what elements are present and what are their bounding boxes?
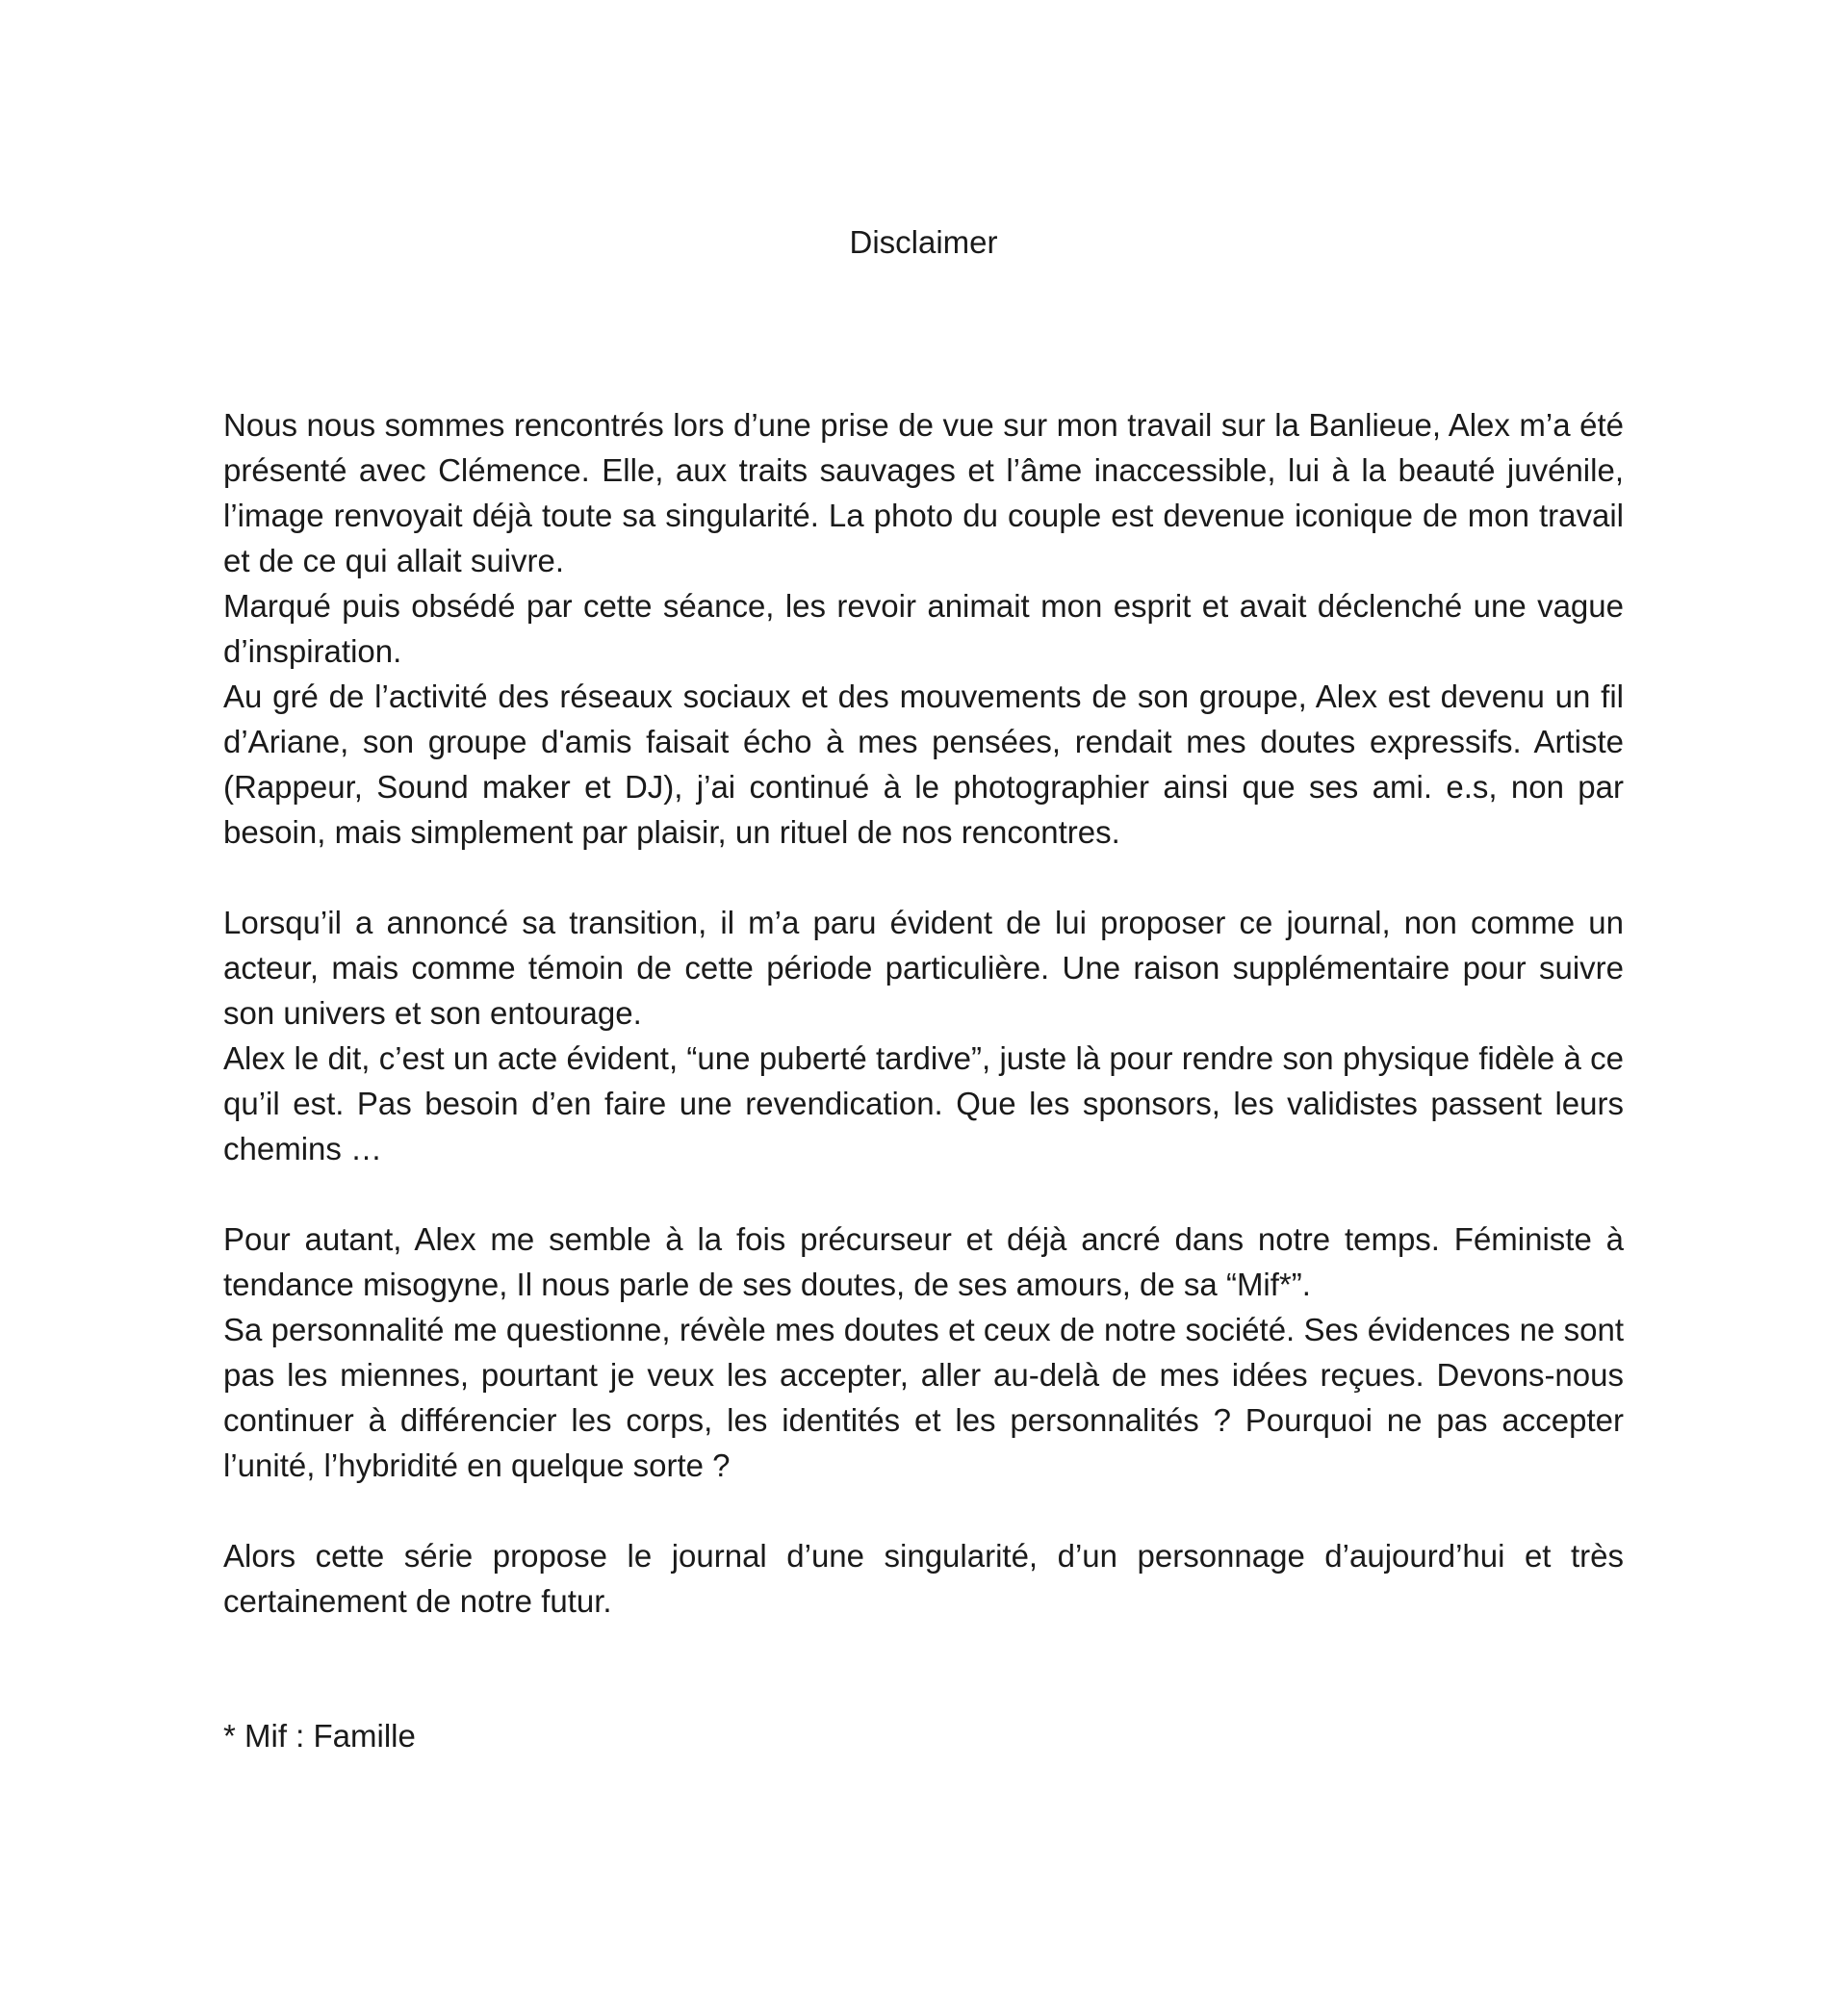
paragraph-spacer (223, 1488, 1624, 1533)
document-body (223, 402, 1624, 1624)
paragraph: Alors cette série propose le journal d’une singularité, d’un personnage d’aujourd’hui et très certainement de notre futur. (223, 1538, 1624, 1619)
paragraph-spacer (223, 855, 1624, 900)
paragraph: Nous nous sommes rencontrés lors d’une prise de vue sur mon travail sur la Banlieue, Alex m’a été présenté avec Clémence. Elle, aux traits sauvages et l’âme inaccessible, lui à la beauté juvénile, l’image renvoyait déjà toute sa singularité. La photo du couple est devenue iconique de mon travail et de ce qui allait suivre. (223, 407, 1624, 578)
paragraph: Sa personnalité me questionne, révèle mes doutes et ceux de notre société. Ses évidences ne sont pas les miennes, pourtant je veux les accepter, aller au-delà de mes idées reçues. Devons-nous continuer à différencier les corps, les identités et les personnalités ? Pourquoi ne pas accepter l’unité, l’hybridité en quelque sorte ? (223, 1312, 1624, 1483)
page-title: Disclaimer (849, 224, 998, 260)
paragraph: Pour autant, Alex me semble à la fois précurseur et déjà ancré dans notre temps. Féministe à tendance misogyne, Il nous parle de ses doutes, de ses amours, de sa “Mif*”. (223, 1221, 1624, 1302)
paragraph: Au gré de l’activité des réseaux sociaux et des mouvements de son groupe, Alex est devenu un fil d’Ariane, son groupe d'amis faisait écho à mes pensées, rendait mes doutes expressifs. Artiste (Rappeur, Sound maker et DJ), j’ai continué à le photographier ainsi que ses ami. e.s, non par besoin, mais simplement par plaisir, un rituel de nos rencontres. (223, 679, 1624, 850)
paragraph: Marqué puis obsédé par cette séance, les revoir animait mon esprit et avait déclenché une vague d’inspiration. (223, 588, 1624, 669)
footnote: * Mif : Famille (223, 1718, 416, 1754)
paragraph-spacer (223, 1171, 1624, 1217)
paragraph: Alex le dit, c’est un acte évident, “une puberté tardive”, juste là pour rendre son physique fidèle à ce qu’il est. Pas besoin d’en faire une revendication. Que les sponsors, les validistes passent leurs chemins … (223, 1040, 1624, 1166)
paragraph: Lorsqu’il a annoncé sa transition, il m’a paru évident de lui proposer ce journal, non comme un acteur, mais comme témoin de cette période particulière. Une raison supplémentaire pour suivre son univers et son entourage. (223, 905, 1624, 1031)
